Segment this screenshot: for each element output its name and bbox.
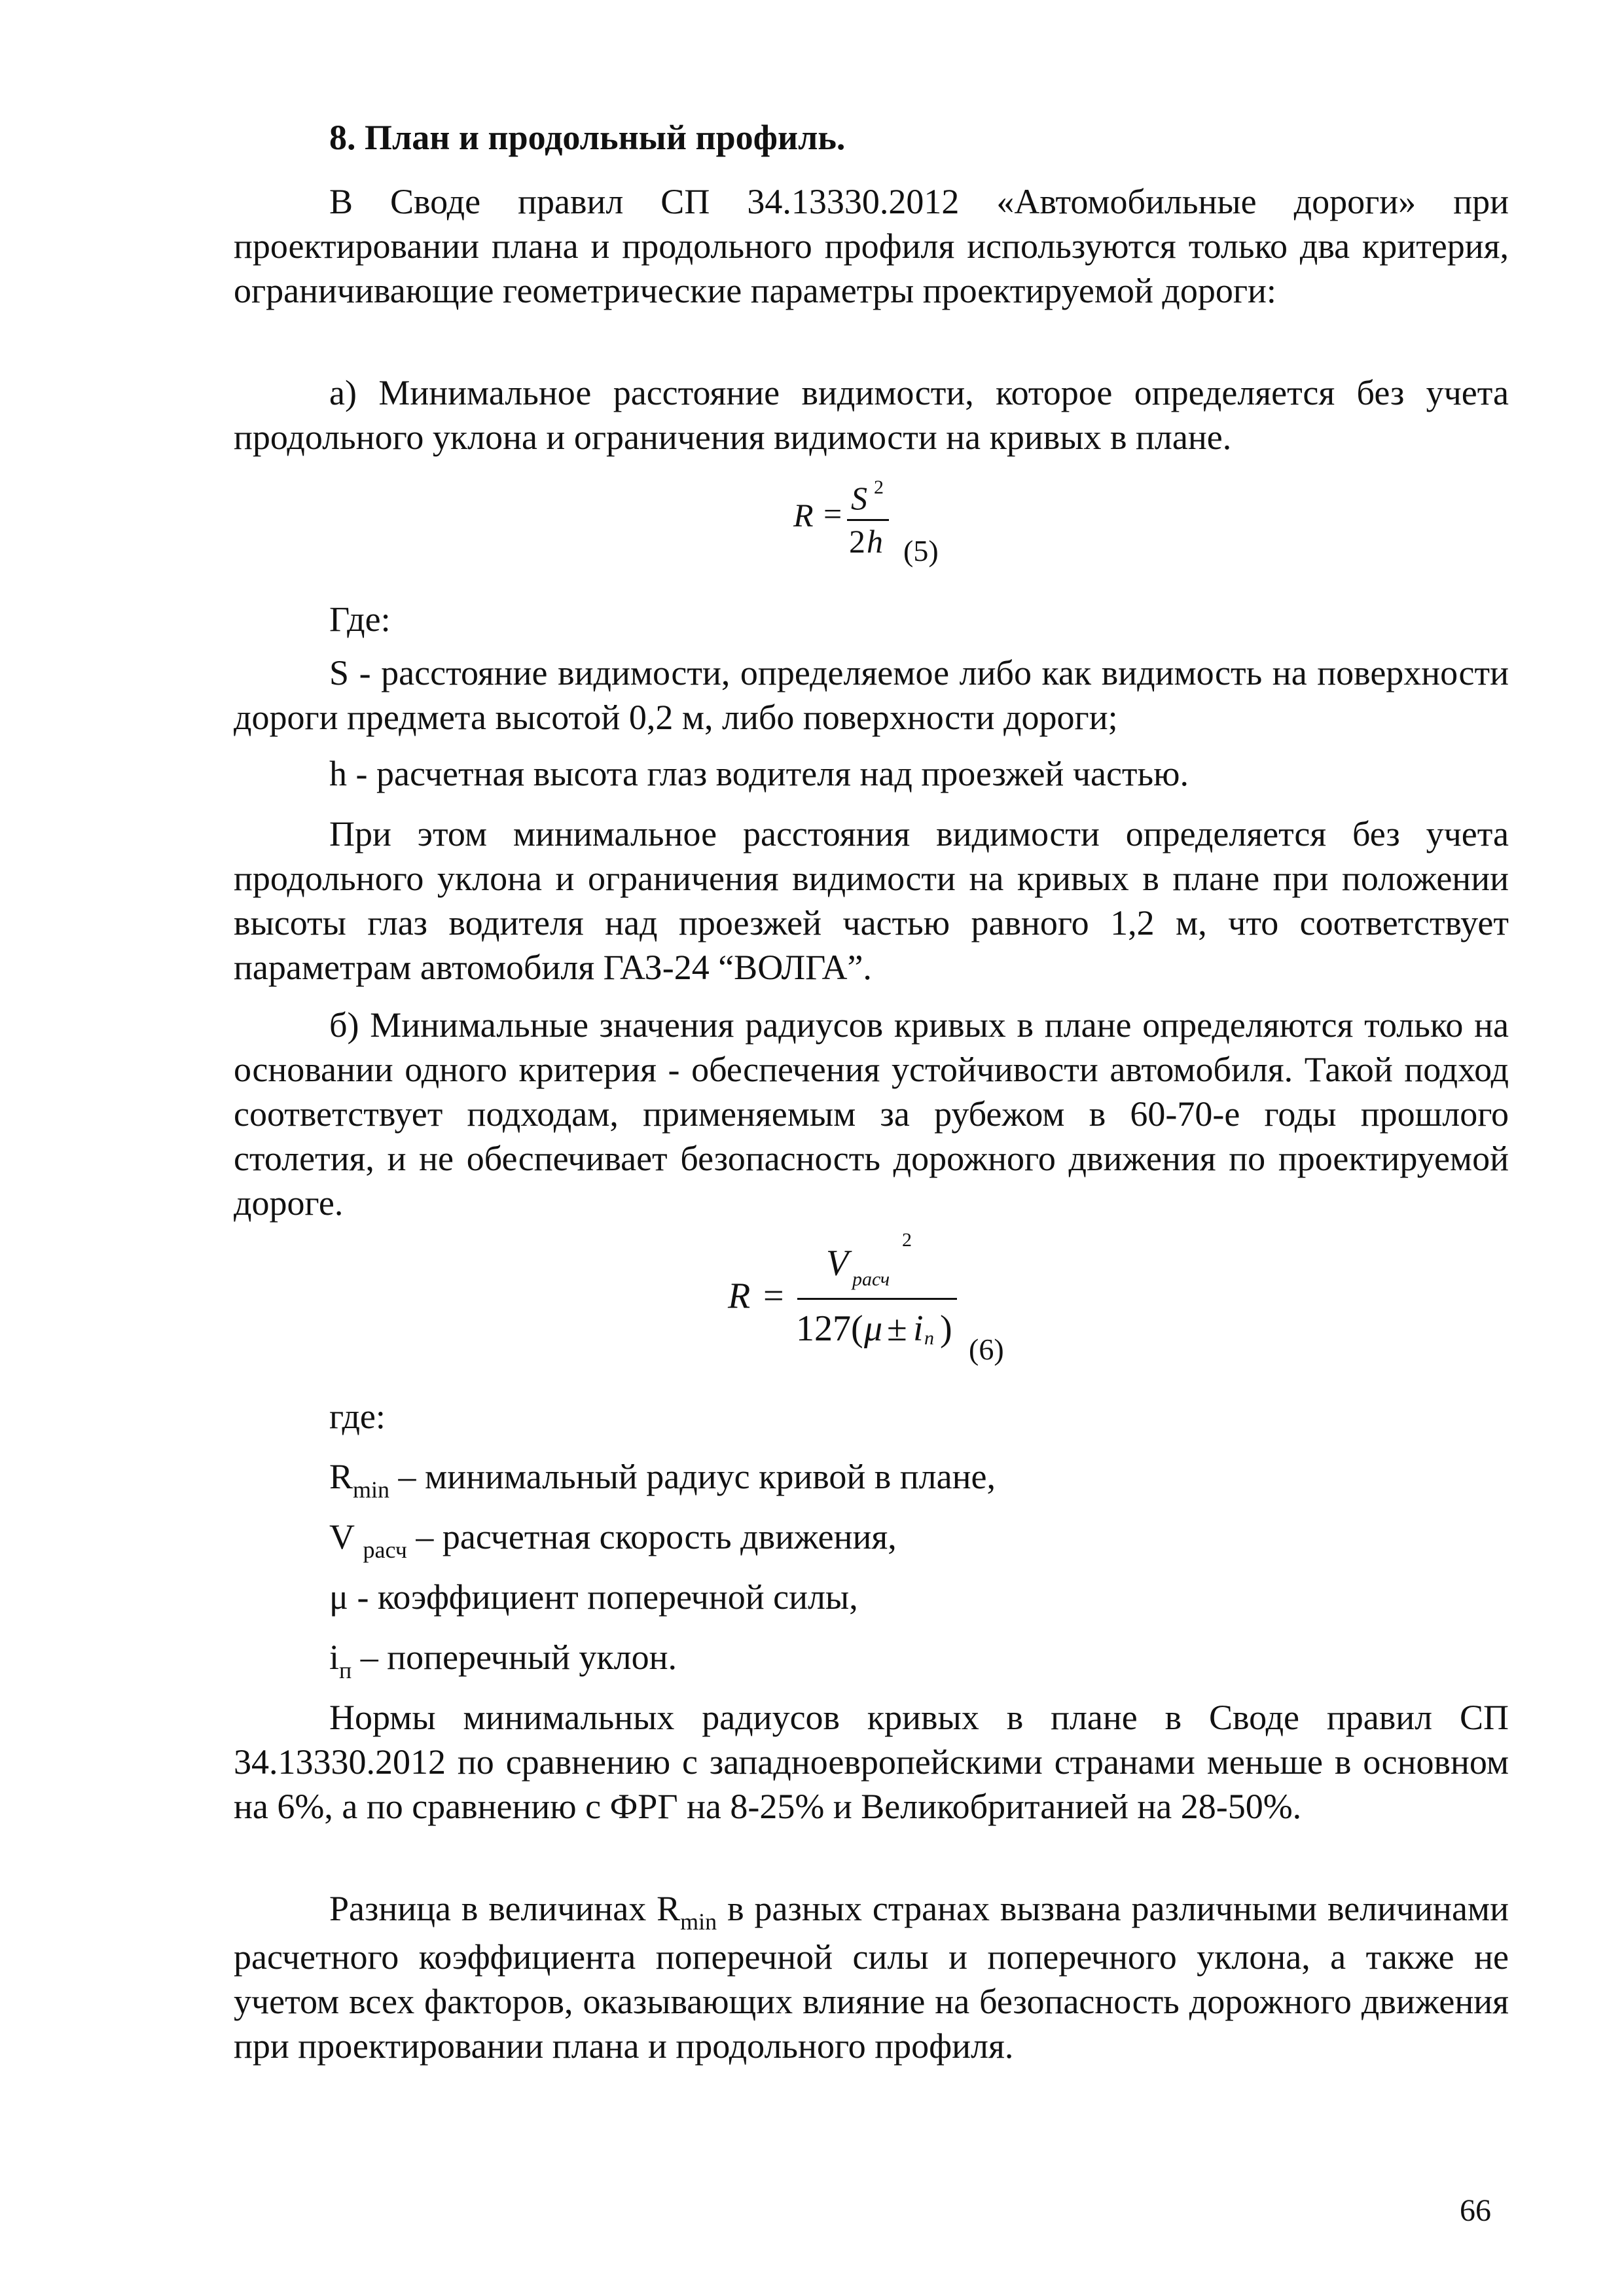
definition-i: [329, 1635, 677, 1683]
formula6-den-i: i: [913, 1308, 924, 1349]
Rmin-text: – минимальный радиус кривой в плане,: [389, 1457, 996, 1496]
formula6-den-close: ): [940, 1308, 952, 1349]
paragraph-difference: [234, 1886, 1509, 2068]
formula6-den-pm: ±: [887, 1308, 907, 1349]
formula5-eq: =: [823, 495, 842, 532]
definition-S: S - расстояние видимости, определяемое либо как видимость на поверхности дороги предмета высотой 0,2 м, либо поверхности дороги;: [234, 653, 1509, 737]
formula5-lhs: R: [793, 497, 814, 533]
paragraph-item-a: а) Минимальное расстояние видимости, которое определяется без учета продольного уклона и ограничения видимости на кривых в плане.: [234, 373, 1509, 457]
difference-text-after: в разных странах вызвана различными величинами расчетного коэффициента поперечной силы и поперечного уклона, а также не учетом всех факторов, оказывающих влияние на безопасность дорожного движения при проектировании плана и продольного профиля.: [234, 1889, 1509, 2066]
formula5-numerator-sup: 2: [874, 476, 884, 498]
formula5-number: (5): [903, 534, 939, 567]
definition-h: h - расчетная высота глаз водителя над проезжей частью.: [329, 754, 1189, 793]
formula5-den-coef: 2: [849, 523, 865, 560]
formula5-fraction-bar: [847, 519, 889, 521]
definition-mu: μ - коэффициент поперечной силы,: [329, 1577, 858, 1617]
formula6-number: (6): [969, 1333, 1004, 1366]
Rmin-symbol: R: [329, 1457, 353, 1496]
formula6-num-var: V: [826, 1243, 849, 1283]
where-label-2: где:: [329, 1397, 386, 1436]
formula6-den-mu: μ: [864, 1308, 883, 1349]
formula6-num-sub: расч: [852, 1268, 890, 1290]
i-text: – поперечный уклон.: [352, 1638, 677, 1677]
definition-Rmin: [329, 1454, 996, 1503]
formula6-eq: =: [763, 1276, 784, 1316]
formula6-num-sup: 2: [902, 1229, 912, 1251]
i-subscript: п: [339, 1657, 352, 1683]
Rmin-subscript: min: [353, 1477, 390, 1503]
where-label-1: Где:: [329, 600, 391, 639]
formula6-den-coef: 127(: [796, 1308, 863, 1349]
V-subscript: расч: [363, 1537, 407, 1563]
paragraph-norms: Нормы минимальных радиусов кривых в плане в Своде правил СП 34.13330.2012 по сравнению с западноевропейскими странами меньше в основном на 6%, а по сравнению с ФРГ на 8-25% и Великобританией на 28-50%.: [234, 1698, 1509, 1826]
V-symbol: V: [329, 1517, 363, 1556]
formula6-lhs: R: [728, 1276, 751, 1316]
paragraph-intro: В Своде правил СП 34.13330.2012 «Автомобильные дороги» при проектировании плана и продольного профиля используются только два критерия, ограничивающие геометрические параметры проектируемой дороги:: [234, 182, 1509, 310]
page-number: 66: [1460, 2193, 1491, 2228]
i-symbol: i: [329, 1638, 340, 1677]
formula6-fraction-bar: [797, 1298, 957, 1300]
formula5-den-var: h: [867, 523, 883, 560]
definition-V: [329, 1515, 897, 1563]
formula5-numerator: S: [851, 480, 867, 516]
formula6-den-i-sub: п: [924, 1327, 934, 1349]
V-text: – расчетная скорость движения,: [406, 1517, 897, 1556]
section-heading: 8. План и продольный профиль.: [329, 118, 846, 157]
paragraph-item-b: б) Минимальные значения радиусов кривых в плане определяются только на основании одного критерия - обеспечения устойчивости автомобиля. Такой подход соответствует подходам, применяемым за рубежом в 60-70-е годы прошлого столетия, и не обеспечивает безопасность дорожного движения по проектируемой дороге.: [234, 1005, 1509, 1223]
difference-text-before: Разница в величинах R: [329, 1889, 681, 1928]
paragraph-visibility: При этом минимальное расстояния видимости определяется без учета продольного уклона и ограничения видимости на кривых в плане при положении высоты глаз водителя над проезжей частью равного 1,2 м, что соответствует параметрам автомобиля ГАЗ-24 “ВОЛГА”.: [234, 814, 1509, 987]
difference-subscript: min: [680, 1909, 717, 1935]
